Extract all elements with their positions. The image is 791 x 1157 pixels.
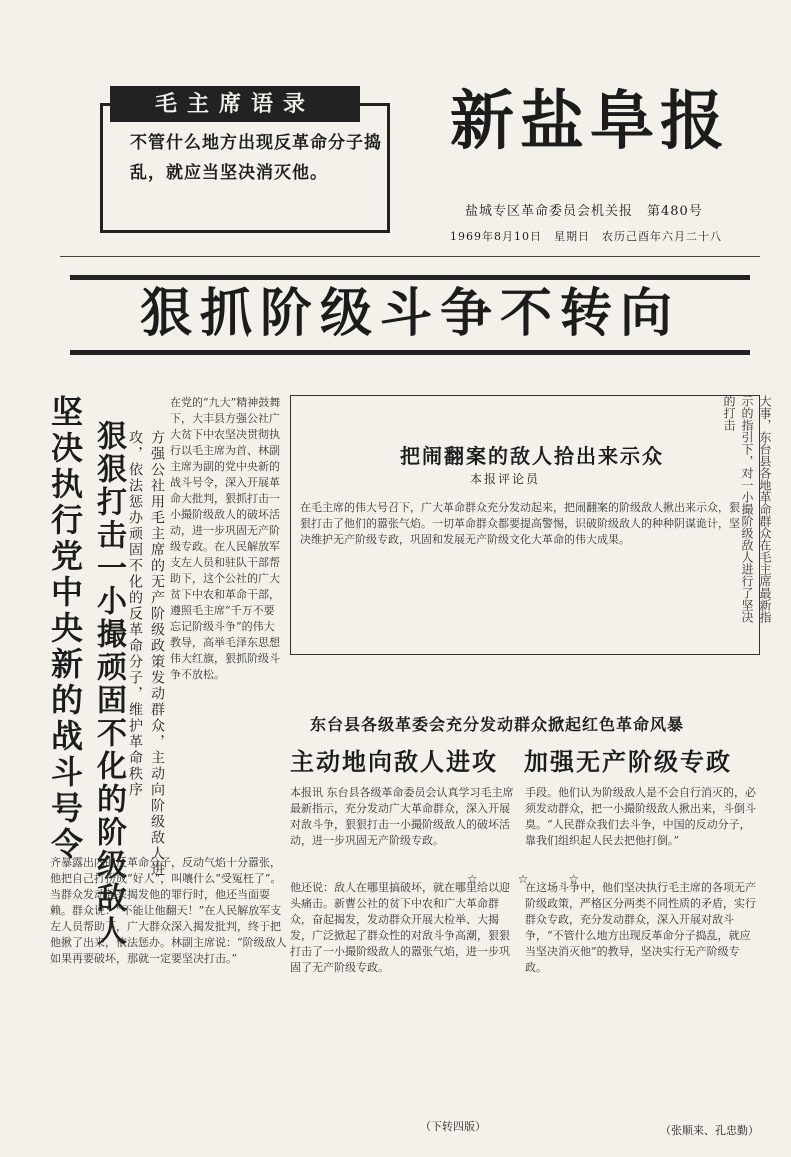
masthead-title: 新盐阜报 [450, 84, 730, 159]
article-col-3: 他还说：敌人在哪里搞破坏，就在哪里给以迎头痛击。新曹公社的贫下中农和广大革命群众，奋起揭发，发动群众开展大检举、大揭发，广泛掀起了群众性的对敌斗争高潮，狠狠打击了一小撮阶级敌人的嚣张气焰，进一步巩固了无产阶级专政。 [290, 881, 510, 974]
section-divider: ☆ ☆ ☆ [466, 872, 594, 886]
boxed-flank-text: 大事，东台县各地革命群众在毛主席最新指示的指引下，对一小撮阶级敌人进行了坚决的打击 [722, 395, 772, 623]
boxed-article-byline: 本报评论员 [470, 472, 541, 486]
quote-text: 不管什么地方出现反革命分子捣乱，就应当坚决消灭他。 [130, 133, 382, 183]
header-rule [60, 256, 760, 257]
bottom-left-article: 齐暴露出内的反革命分子，反动气焰十分嚣张，他把自己打扮成“好人”，叫嚷什么“受冤枉了”。当群众发动起来揭发他的罪行时，他还当面耍赖。群众说：“不能让他翻天！”在人民解放军支左人员帮助下，广大群众深入揭发批判，终于把他揪了出来，依法惩办。林副主席说：“阶级敌人如果再要破坏，那就一定要坚决打击。” [50, 856, 287, 965]
boxed-article-body: 在毛主席的伟大号召下，广大革命群众充分发动起来，把闹翻案的阶级敌人揪出来示众，狠狠打击了他们的嚣张气焰。一切革命群众都要提高警惕，识破阶级敌人的种种阴谋诡计，坚决维护无产阶级专政，巩固和发展无产阶级文化大革命的伟大成果。 [300, 501, 740, 546]
page-banner: 狠抓阶级斗争不转向 [70, 275, 750, 355]
article-signature: （张顺来、孔忠勤） [660, 1124, 759, 1137]
article-col-2: 手段。他们认为阶级敌人是不会自行消灭的，必须发动群众，把一小撮阶级敌人揪出来，斗倒斗臭。“人民群众我们去斗争，中国的反动分子，靠我们组织起人民去把他打倒。” [525, 786, 756, 847]
quote-tag: 毛主席语录 [110, 86, 360, 122]
boxed-article-title: 把闹翻案的敌人拾出来示众 [400, 444, 664, 468]
article-col-1: 本报讯 东台县各级革命委员会认真学习毛主席最新指示，充分发动广大革命群众，深入开展对敌斗争，狠狠打击一小撮阶级敌人的破坏活动，进一步巩固无产阶级专政。 [290, 786, 514, 847]
left-vertical-slogan: 坚决执行党中央新的战斗号令 [46, 395, 84, 863]
article-headline: 主动地向敌人进攻 加强无产阶级专政 [290, 747, 732, 776]
article-sub-banner: 东台县各级革委会充分发动群众掀起红色革命风暴 [310, 715, 685, 734]
left-article-body: 在党的“九大”精神鼓舞下，大丰县方强公社广大贫下中农坚决贯彻执行以毛主席为首、林副主席为副的党中央新的战斗号令，深入开展革命大批判，狠抓打击一小撮阶级敌人的破坏活动，进一步巩固无产阶级专政。在人民解放军支左人员和驻队干部帮助下，这个公社的广大贫下中农和革命干部，遵照毛主席“千万不要忘记阶级斗争”的伟大教导，高举毛泽东思想伟大红旗，狠抓阶级斗争不放松。 [170, 396, 281, 681]
article-col-4: 在这场斗争中，他们坚决执行毛主席的各项无产阶级政策，严格区分两类不同性质的矛盾，实行群众专政，充分发动群众，深入开展对敌斗争，“不管什么地方出现反革命分子捣乱，就应当坚决消灭他”的教导，坚决实行无产阶级专政。 [525, 881, 756, 974]
left-vertical-subhead: 方强公社用毛主席的无产阶级政策发动群众，主动向阶级敌人进攻，依法惩办顽固不化的反革命分子，维护革命秩序 [127, 430, 165, 878]
dateline: 1969年8月10日 星期日 农历己酉年六月二十八 [450, 230, 722, 243]
publisher-line: 盐城专区革命委员会机关报 第480号 [465, 204, 703, 219]
left-vertical-headline: 狠狠打击一小撮顽固不化的阶级敌人 [91, 420, 126, 948]
continued-note: （下转四版） [420, 1120, 486, 1133]
